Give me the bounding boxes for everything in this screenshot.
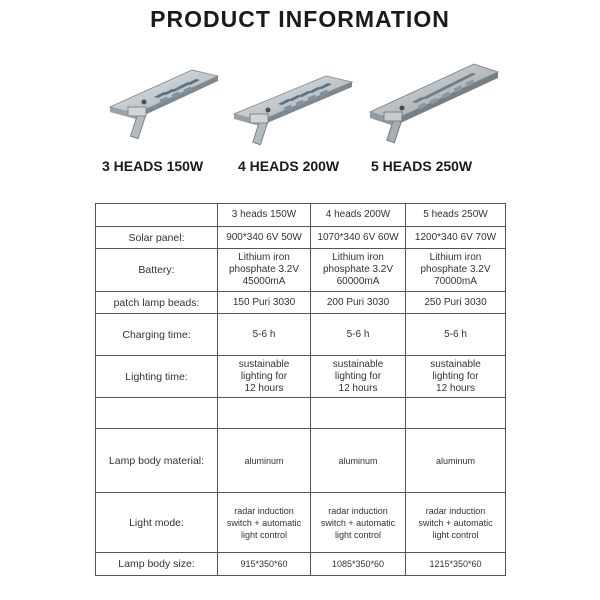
table-cell <box>218 398 311 429</box>
row-label: Charging time: <box>96 314 218 356</box>
table-row-battery <box>96 249 506 292</box>
lamp-image-4-heads <box>226 70 356 150</box>
table-cell: aluminum <box>311 429 406 493</box>
table-cell: 1085*350*60 <box>311 553 406 576</box>
page-title: PRODUCT INFORMATION <box>150 6 450 32</box>
table-cell: Lithium iron phosphate 3.2V 70000mA <box>406 249 506 292</box>
table-cell <box>406 398 506 429</box>
row-label: Battery: <box>96 249 218 292</box>
table-row-material <box>96 429 506 493</box>
table-row-charging-time <box>96 314 506 356</box>
product-caption-3-heads: 3 HEADS 150W <box>102 158 204 174</box>
table-cell: 5-6 h <box>406 314 506 356</box>
table-cell: aluminum <box>218 429 311 493</box>
table-cell: 5-6 h <box>218 314 311 356</box>
table-cell: Lithium iron phosphate 3.2V 60000mA <box>311 249 406 292</box>
header-cell: 3 heads 150W <box>218 204 311 227</box>
spec-table <box>95 203 506 576</box>
table-row-lamp-beads <box>96 292 506 314</box>
table-row-lighting-time <box>96 356 506 398</box>
table-header-row <box>96 204 506 227</box>
table-cell: 1070*340 6V 60W <box>311 227 406 249</box>
table-cell: 900*340 6V 50W <box>218 227 311 249</box>
row-label: Lamp body material: <box>96 429 218 493</box>
table-row-empty <box>96 398 506 429</box>
table-row-body-size <box>96 553 506 576</box>
lamp-image-3-heads <box>100 62 225 147</box>
table-cell: 1215*350*60 <box>406 553 506 576</box>
header-cell: 5 heads 250W <box>406 204 506 227</box>
row-label: Lamp body size: <box>96 553 218 576</box>
header-cell <box>96 204 218 227</box>
table-cell: sustainable lighting for 12 hours <box>218 356 311 398</box>
row-label: patch lamp beads: <box>96 292 218 314</box>
header-cell: 4 heads 200W <box>311 204 406 227</box>
table-row-solar-panel <box>96 227 506 249</box>
table-cell: 250 Puri 3030 <box>406 292 506 314</box>
table-cell: radar induction switch + automatic light control <box>406 493 506 553</box>
table-cell: 915*350*60 <box>218 553 311 576</box>
table-cell <box>311 398 406 429</box>
row-label <box>96 398 218 429</box>
table-cell: 150 Puri 3030 <box>218 292 311 314</box>
row-label: Light mode: <box>96 493 218 553</box>
table-cell: sustainable lighting for 12 hours <box>311 356 406 398</box>
table-row-light-mode <box>96 493 506 553</box>
product-caption-5-heads: 5 HEADS 250W <box>371 158 473 174</box>
table-cell: 5-6 h <box>311 314 406 356</box>
row-label: Lighting time: <box>96 356 218 398</box>
lamp-image-5-heads <box>362 58 502 148</box>
table-cell: Lithium iron phosphate 3.2V 45000mA <box>218 249 311 292</box>
table-cell: radar induction switch + automatic light control <box>311 493 406 553</box>
table-cell: radar induction switch + automatic light control <box>218 493 311 553</box>
table-cell: 200 Puri 3030 <box>311 292 406 314</box>
row-label: Solar panel: <box>96 227 218 249</box>
table-cell: sustainable lighting for 12 hours <box>406 356 506 398</box>
table-cell: 1200*340 6V 70W <box>406 227 506 249</box>
table-cell: aluminum <box>406 429 506 493</box>
product-caption-4-heads: 4 HEADS 200W <box>238 158 340 174</box>
